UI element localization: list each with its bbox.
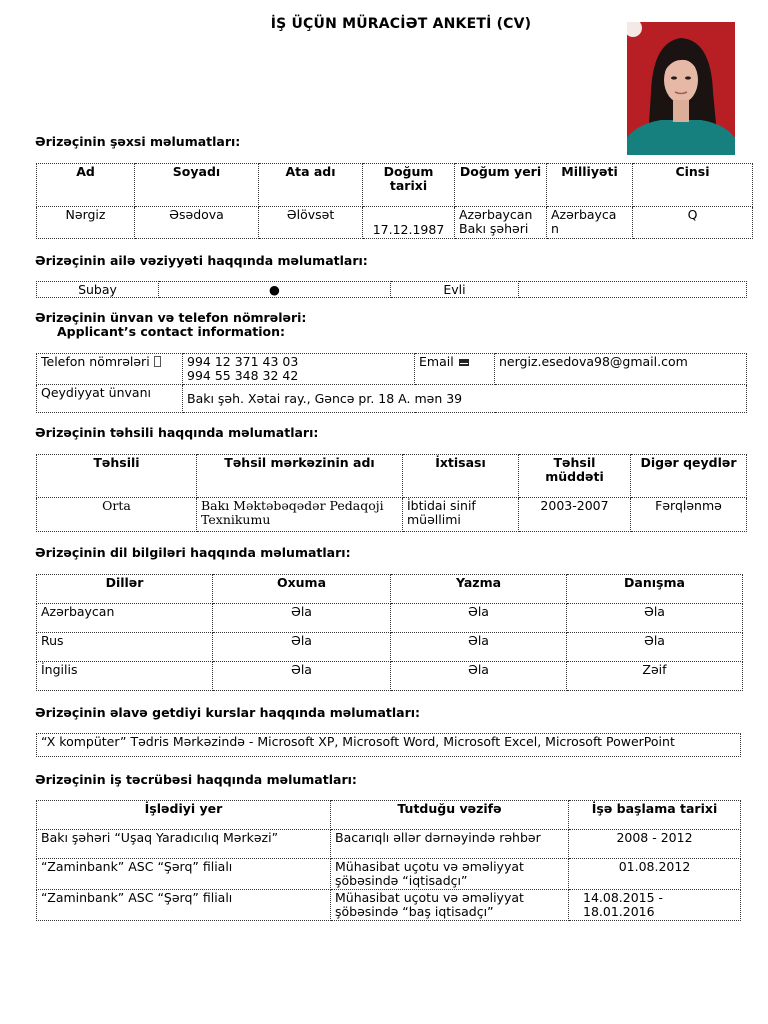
exp-date: 14.08.2015 - 18.01.2016 bbox=[569, 890, 741, 921]
email-label-cell bbox=[415, 354, 495, 385]
lang-name: Rus bbox=[37, 633, 213, 662]
value-soyadi: Əsədova bbox=[135, 207, 259, 239]
contact-table bbox=[36, 353, 747, 413]
languages-table bbox=[36, 574, 743, 691]
table-row bbox=[37, 604, 743, 633]
lang-header-speaking: Danışma bbox=[567, 575, 743, 604]
lang-writing: Əla bbox=[391, 633, 567, 662]
lang-name: Azərbaycan bbox=[37, 604, 213, 633]
address-label: Qeydiyyat ünvanı bbox=[37, 385, 183, 413]
exp-workplace: “Zaminbank” ASC “Şərq” filialı bbox=[37, 890, 331, 921]
family-married-mark bbox=[519, 282, 747, 298]
exp-workplace: “Zaminbank” ASC “Şərq” filialı bbox=[37, 859, 331, 890]
header-dogum-yeri: Doğum yeri bbox=[455, 164, 547, 207]
education-table bbox=[36, 454, 747, 532]
mail-icon bbox=[459, 359, 469, 366]
lang-writing: Əla bbox=[391, 662, 567, 691]
courses-text: “X kompüter” Tədris Mərkəzində - Microsoft XP, Microsoft Word, Microsoft Excel, Microsoft PowerPoint bbox=[37, 734, 741, 757]
contact-heading: Ərizəçinin ünvan və telefon nömrələri: bbox=[35, 310, 307, 325]
edu-institution: Bakı Məktəbəqədər Pedaqoji Texnikumu bbox=[197, 498, 403, 532]
experience-table bbox=[36, 800, 741, 921]
edu-notes: Fərqlənmə bbox=[631, 498, 747, 532]
edu-specialty: İbtidai sinif müəllimi bbox=[403, 498, 519, 532]
table-row bbox=[37, 890, 741, 921]
value-dogum-yeri: Azərbaycan Bakı şəhəri bbox=[455, 207, 547, 239]
edu-header-specialty: İxtisası bbox=[403, 455, 519, 498]
courses-heading: Ərizəçinin əlavə getdiyi kurslar haqqında məlumatları: bbox=[35, 705, 421, 720]
exp-header-start-date: İşə başlama tarixi bbox=[569, 801, 741, 830]
phone-values-cell bbox=[183, 354, 415, 385]
family-option-married: Evli bbox=[391, 282, 519, 298]
experience-heading: Ərizəçinin iş təcrübəsi haqqında məlumatları: bbox=[35, 772, 357, 787]
lang-name: İngilis bbox=[37, 662, 213, 691]
lang-header-languages: Dillər bbox=[37, 575, 213, 604]
contact-subheading: Applicant’s contact information: bbox=[57, 324, 286, 339]
lang-reading: Əla bbox=[213, 662, 391, 691]
education-heading: Ərizəçinin təhsili haqqında məlumatları: bbox=[35, 425, 319, 440]
family-status-heading: Ərizəçinin ailə vəziyyəti haqqında məlumatları: bbox=[35, 253, 368, 268]
applicant-photo bbox=[627, 22, 735, 155]
exp-date: 2008 - 2012 bbox=[569, 830, 741, 859]
portrait-image bbox=[627, 22, 735, 155]
lang-speaking: Əla bbox=[567, 604, 743, 633]
value-milliyyeti: Azərbayca n bbox=[547, 207, 633, 239]
phone-label: Telefon nömrələri bbox=[41, 354, 150, 369]
exp-position: Mühasibat uçotu və əməliyyat şöbəsində “baş iqtisadçı” bbox=[331, 890, 569, 921]
header-milliyyeti: Milliyəti bbox=[547, 164, 633, 207]
value-dogum-tarixi: 17.12.1987 bbox=[363, 207, 455, 239]
table-row bbox=[37, 830, 741, 859]
phone-icon bbox=[154, 356, 161, 367]
address-value: Bakı şəh. Xətai ray., Gəncə pr. 18 A. mən 39 bbox=[183, 385, 747, 413]
personal-info-table bbox=[36, 163, 753, 239]
edu-header-duration: Təhsil müddəti bbox=[519, 455, 631, 498]
languages-heading: Ərizəçinin dil bilgiləri haqqında məlumatları: bbox=[35, 545, 351, 560]
edu-duration: 2003-2007 bbox=[519, 498, 631, 532]
family-option-single: Subay bbox=[37, 282, 159, 298]
value-ad: Nərgiz bbox=[37, 207, 135, 239]
value-ata-adi: Əlövsət bbox=[259, 207, 363, 239]
exp-position: Mühasibat uçotu və əməliyyat şöbəsində “iqtisadçı” bbox=[331, 859, 569, 890]
header-ad: Ad bbox=[37, 164, 135, 207]
edu-header-notes: Digər qeydlər bbox=[631, 455, 747, 498]
lang-writing: Əla bbox=[391, 604, 567, 633]
phone-label-cell bbox=[37, 354, 183, 385]
edu-header-institution: Təhsil mərkəzinin adı bbox=[197, 455, 403, 498]
header-ata-adi: Ata adı bbox=[259, 164, 363, 207]
lang-reading: Əla bbox=[213, 604, 391, 633]
exp-header-workplace: İşlədiyi yer bbox=[37, 801, 331, 830]
header-cinsi: Cinsi bbox=[633, 164, 753, 207]
table-row bbox=[37, 662, 743, 691]
family-status-table bbox=[36, 281, 747, 298]
edu-header-level: Təhsili bbox=[37, 455, 197, 498]
personal-value-row bbox=[37, 207, 753, 239]
email-label: Email bbox=[419, 354, 454, 369]
exp-position: Bacarıqlı əllər dərnəyində rəhbər bbox=[331, 830, 569, 859]
phone-number-1: 994 12 371 43 03 bbox=[187, 354, 299, 369]
lang-header-reading: Oxuma bbox=[213, 575, 391, 604]
table-row bbox=[37, 633, 743, 662]
edu-level: Orta bbox=[37, 498, 197, 532]
phone-number-2: 994 55 348 32 42 bbox=[187, 368, 299, 383]
exp-header-position: Tutduğu vəzifə bbox=[331, 801, 569, 830]
lang-speaking: Əla bbox=[567, 633, 743, 662]
value-cinsi: Q bbox=[633, 207, 753, 239]
personal-header-row bbox=[37, 164, 753, 207]
lang-speaking: Zəif bbox=[567, 662, 743, 691]
table-row bbox=[37, 859, 741, 890]
lang-reading: Əla bbox=[213, 633, 391, 662]
email-value: nergiz.esedova98@gmail.com bbox=[495, 354, 747, 385]
page-title: İŞ ÜÇÜN MÜRACİƏT ANKETİ (CV) bbox=[270, 16, 532, 32]
lang-header-writing: Yazma bbox=[391, 575, 567, 604]
header-soyadi: Soyadı bbox=[135, 164, 259, 207]
family-single-mark: ● bbox=[159, 282, 391, 298]
personal-info-heading: Ərizəçinin şəxsi məlumatları: bbox=[35, 134, 241, 149]
courses-table bbox=[36, 733, 741, 757]
exp-workplace: Bakı şəhəri “Uşaq Yaradıcılıq Mərkəzi” bbox=[37, 830, 331, 859]
exp-date: 01.08.2012 bbox=[569, 859, 741, 890]
header-dogum-tarixi: Doğum tarixi bbox=[363, 164, 455, 207]
